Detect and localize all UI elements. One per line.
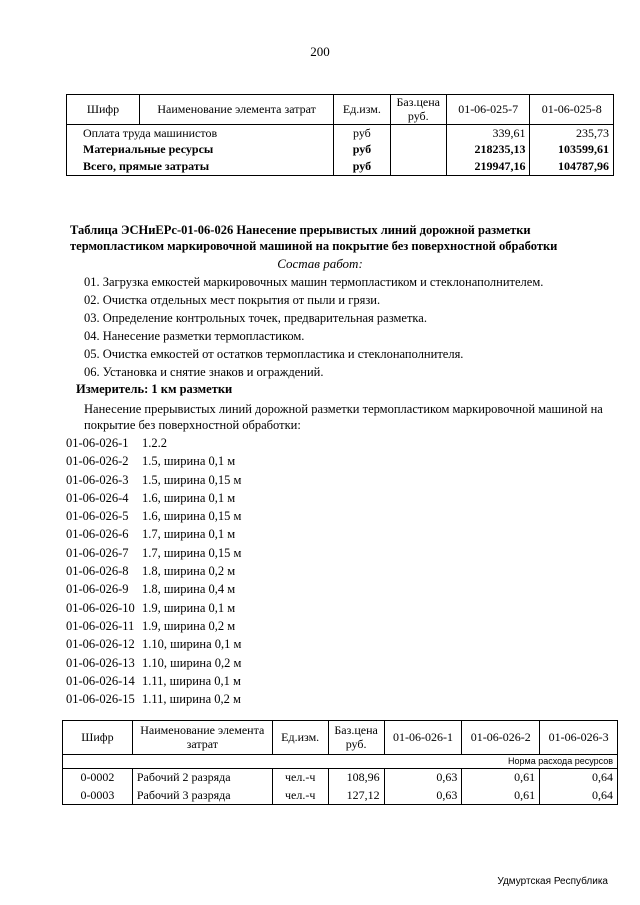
work-item: 03. Определение контрольных точек, предварительная разметка.	[84, 311, 427, 325]
col-header-name: Наименование элемента затрат	[132, 721, 272, 755]
resource-price: 127,12	[328, 787, 384, 805]
list-item	[66, 471, 241, 489]
table-title	[70, 222, 630, 254]
list-item	[66, 562, 241, 580]
col-header-026-3: 01-06-026-3	[540, 721, 618, 755]
cost-value-2: 103599,61	[530, 142, 614, 159]
item-code: 01-06-026-11	[66, 618, 135, 633]
item-code: 01-06-026-9	[66, 582, 129, 597]
table-row	[63, 787, 618, 805]
table-header-row	[63, 721, 618, 755]
item-code: 01-06-026-8	[66, 564, 129, 579]
cost-table-025	[66, 94, 614, 176]
list-item	[66, 580, 241, 598]
table-title-line-2: термопластиком маркировочной машиной на покрытие без поверхностной обработки	[70, 239, 558, 253]
item-text: 1.2.2	[142, 436, 167, 450]
col-header-026-2: 01-06-026-2	[462, 721, 540, 755]
work-item: 05. Очистка емкостей от остатков термопластика и стеклонаполнителя.	[84, 347, 464, 361]
list-item	[66, 690, 241, 708]
col-header-price: Баз.цена руб.	[328, 721, 384, 755]
col-header-code: Шифр	[67, 95, 140, 125]
item-code: 01-06-026-15	[66, 692, 135, 707]
work-item: 01. Загрузка емкостей маркировочных машин термопластиком и стеклонаполнителем.	[84, 275, 544, 289]
resource-code: 0-0003	[63, 787, 133, 805]
col-header-name: Наименование элемента затрат	[140, 95, 334, 125]
footer-region: Удмуртская Республика	[497, 876, 608, 887]
work-description: Нанесение прерывистых линий дорожной разметки термопластиком маркировочной машиной на покрытие без поверхностной обработки:	[84, 402, 603, 432]
item-code: 01-06-026-3	[66, 472, 129, 487]
resource-table-026	[62, 720, 618, 805]
item-text: 1.5, ширина 0,15 м	[142, 472, 242, 487]
col-header-unit: Ед.изм.	[334, 95, 390, 125]
cost-name: Материальные ресурсы	[67, 142, 334, 159]
work-item: 04. Нанесение разметки термопластиком.	[84, 329, 305, 343]
resource-value-2: 0,61	[462, 769, 540, 787]
resource-value-3: 0,64	[540, 769, 618, 787]
norm-label-row	[63, 755, 618, 769]
cost-unit: руб	[334, 125, 390, 142]
item-text: 1.10, ширина 0,2 м	[142, 655, 242, 670]
resource-code: 0-0002	[63, 769, 133, 787]
list-item	[66, 617, 241, 635]
col-header-025-7: 01-06-025-7	[446, 95, 530, 125]
code-list	[66, 434, 241, 708]
item-text: 1.11, ширина 0,2 м	[142, 692, 241, 707]
cost-name: Всего, прямые затраты	[67, 159, 334, 176]
cost-value-1: 219947,16	[446, 159, 530, 176]
list-item	[66, 434, 241, 452]
resource-value-1: 0,63	[384, 769, 462, 787]
norm-label: Норма расхода ресурсов	[63, 755, 618, 769]
item-text: 1.6, ширина 0,1 м	[142, 490, 236, 505]
table-row	[63, 769, 618, 787]
work-item: 02. Очистка отдельных мест покрытия от пыли и грязи.	[84, 293, 381, 307]
table-title-line-1: Таблица ЭСНиЕРс-01-06-026 Нанесение прерывистых линий дорожной разметки	[70, 223, 531, 237]
table-row	[67, 142, 614, 159]
col-header-026-1: 01-06-026-1	[384, 721, 462, 755]
col-header-unit: Ед.изм.	[272, 721, 328, 755]
list-item	[66, 452, 241, 470]
resource-price: 108,96	[328, 769, 384, 787]
work-item: 06. Установка и снятие знаков и ограждений.	[84, 365, 324, 379]
cost-price	[390, 142, 446, 159]
col-header-025-8: 01-06-025-8	[530, 95, 614, 125]
cost-price	[390, 159, 446, 176]
resource-name: Рабочий 2 разряда	[132, 769, 272, 787]
item-text: 1.8, ширина 0,2 м	[142, 564, 236, 579]
item-text: 1.6, ширина 0,15 м	[142, 509, 242, 524]
item-code: 01-06-026-14	[66, 673, 135, 688]
table-row	[67, 159, 614, 176]
table-header-row	[67, 95, 614, 125]
cost-value-2: 104787,96	[530, 159, 614, 176]
list-item	[66, 507, 241, 525]
item-code: 01-06-026-13	[66, 655, 135, 670]
item-code: 01-06-026-2	[66, 454, 129, 469]
item-text: 1.7, ширина 0,15 м	[142, 545, 242, 560]
col-header-price: Баз.цена руб.	[390, 95, 446, 125]
list-item	[66, 672, 241, 690]
cost-value-1: 339,61	[446, 125, 530, 142]
list-item	[66, 635, 241, 653]
cost-value-1: 218235,13	[446, 142, 530, 159]
item-text: 1.9, ширина 0,1 м	[142, 600, 236, 615]
item-text: 1.5, ширина 0,1 м	[142, 454, 236, 469]
item-text: 1.11, ширина 0,1 м	[142, 673, 241, 688]
cost-price	[390, 125, 446, 142]
cost-value-2: 235,73	[530, 125, 614, 142]
item-code: 01-06-026-12	[66, 637, 135, 652]
list-item	[66, 599, 241, 617]
resource-value-3: 0,64	[540, 787, 618, 805]
cost-name: Оплата труда машинистов	[67, 125, 334, 142]
item-code: 01-06-026-6	[66, 527, 129, 542]
item-text: 1.8, ширина 0,4 м	[142, 582, 236, 597]
page-number: 200	[310, 44, 330, 59]
resource-name: Рабочий 3 разряда	[132, 787, 272, 805]
list-item	[66, 544, 241, 562]
item-code: 01-06-026-5	[66, 509, 129, 524]
item-code: 01-06-026-10	[66, 600, 135, 615]
measure-unit: Измеритель: 1 км разметки	[76, 382, 233, 396]
cost-unit: руб	[334, 142, 390, 159]
resource-unit: чел.-ч	[272, 769, 328, 787]
item-text: 1.9, ширина 0,2 м	[142, 618, 236, 633]
work-composition-title: Состав работ:	[277, 256, 363, 271]
resource-value-2: 0,61	[462, 787, 540, 805]
work-list	[84, 273, 543, 381]
item-text: 1.10, ширина 0,1 м	[142, 637, 242, 652]
list-item	[66, 525, 241, 543]
item-code: 01-06-026-1	[66, 436, 129, 450]
table-row	[67, 125, 614, 142]
cost-unit: руб	[334, 159, 390, 176]
list-item	[66, 489, 241, 507]
resource-unit: чел.-ч	[272, 787, 328, 805]
col-header-code: Шифр	[63, 721, 133, 755]
list-item	[66, 654, 241, 672]
resource-value-1: 0,63	[384, 787, 462, 805]
item-text: 1.7, ширина 0,1 м	[142, 527, 236, 542]
item-code: 01-06-026-7	[66, 545, 129, 560]
item-code: 01-06-026-4	[66, 490, 129, 505]
